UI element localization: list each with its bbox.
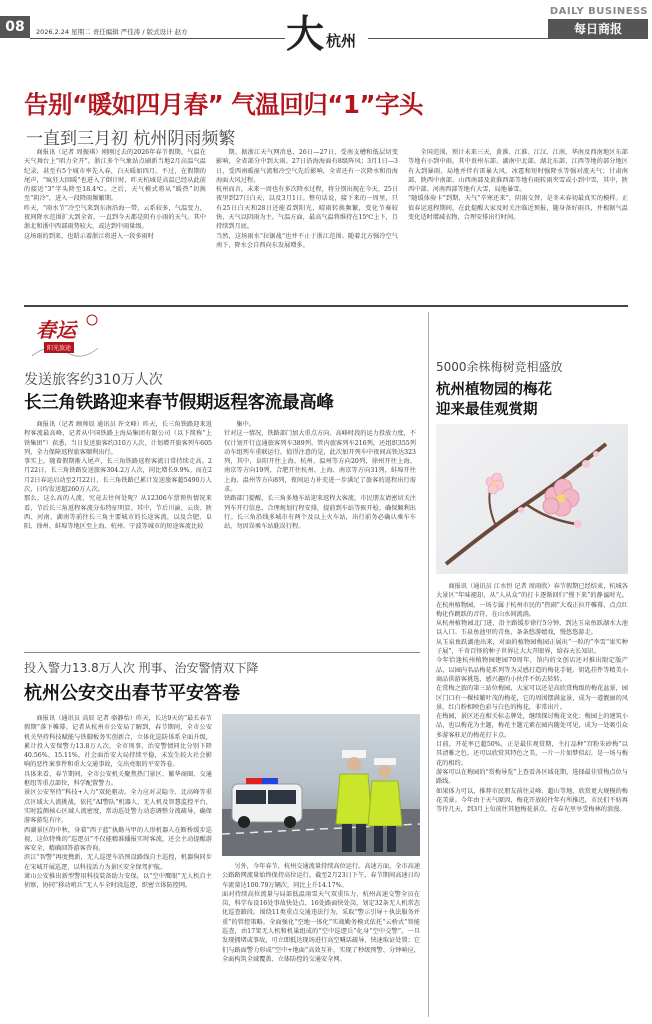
- chunyun-subtitle: 阳光旅途: [44, 342, 74, 353]
- story1-col2-text: 期。据浙江天气网消息，26日—27日，受南支槽和低层切变影响，全省部分中到大雨。27日沿海海面有8级阵风；3月1日—3日，受西南暖湿气流和冷空气先后影响，全省还有一次降水和沿海海面大风过程。 杭州而言，未来一周也有多次降水过程，将分别出现在今天、25日夜里到27日白天，以及3月1日。整句话说，接下来的一周里，只有25日白天和28日还能看到阳光，晴雨转换频繁，变化节奏较快，天气以阴雨为主。气温方面，最高气温将维持在15℃上下，且持续到月底。 当然，这场雨水“拉锯战”也并不止于浙江范围。随着北方强冷空气南下，降水会自西向东发展增多。: [216, 149, 398, 249]
- police-photo: [222, 714, 420, 856]
- chunyun-badge: [30, 312, 100, 358]
- divider-2: [24, 652, 420, 653]
- story2-kicker: 发送旅客约310万人次: [24, 372, 163, 388]
- story2-col1: [24, 420, 212, 652]
- section-big-char: 大: [286, 11, 325, 56]
- plum-blossom-icon: [436, 424, 628, 574]
- story1-col1-text: 商报讯（记者 周振琪）刚刚过去的2026年春节假期，气温在天气舞台上“唱力全开”。浙江多个气象站点刷新当地2月高温气温纪录，甚至有5个城市率先入春，白天暖如四月。不过，在假期的尾声，“疯狂大回暖”也进入了倒计时，昨天杭城是高温已经从此前的接近“3”字头降至18.4℃。之后，天气模式将从“暖热”切换至“阴冷”，进入一段降雨频繁期。 昨天，“雨水节”冷空气来到东南沿海一带，云系较多，气温变力，夜间降水范围扩大到全省，一直到今天都是阴有小雨的天气。其中浙北和浙中西部雨势较大，或达到中雨量级。 这场雨的到来，也昭示着浙江将进入一段多雨时: [24, 149, 206, 240]
- story4-col1-text: 商报讯（通讯员 高辰 记者 骆静怡）昨天，长达9天的“最长春节假期”落下帷幕。记者从杭州市公安局了解到，春节期间，全市公安机关坚持科技赋能与铁脚板务实创新合，立体化巡防体系全面升级，累计投入安保警力13.8万人次，全市刑事、治安警情同比分别下降40.56%、15.11%，社会面治安大局持续平稳，未发生较大社会影响的恶性案事件和重大交通事故，交出亮眼的平安答卷。 具体来看，春节期间，全市公安机关聚焦热门景区、繁华商圈、交通枢纽等重点部位，科学配置警力。 景区公安坚持“科技+人力”双轮驱动，全力应对灵隐寺、北高峰等重点区域大人流挑战，依托“AI警队”机器人、无人机及智慧监控平台，实时监测核心区域人流密度，常动巡处警力动态调整分流疏导，确保游客游览有序。 西湖景区的中秋，身着“西子蓝”执勤马甲的人形机器人在断桥缓步巡视，这位特殊的“巡逻员”不仅能精准播报实时客流，还会主动提醒游客安全，精确回答游客咨询。 滨江“智警”再度携新，无人巡逻车沿预设路线自主巡控，机器狗同步在宋城开展巡逻，以科技活力为景区安全保驾护航。 萧山公安推出新型警用科技装备助力安保，以“空中鹰眼”无人机自主侦察，协同“移动哨兵”无人车全时段巡逻，织密立体防控网。: [24, 715, 212, 890]
- story1-subhead: 一直到三月初 杭州阴雨频繁: [26, 129, 236, 149]
- page-number: 08: [0, 16, 30, 38]
- story2-col1-text: 商报讯（记者 顾帅辰 通讯员 许文峰）昨天，长三角铁路迎来返程客流最高峰，记者从中国铁路上海局集团有限公司（以下简称“上铁集团”）获悉，当日发送旅客约310万人次，计划增开旅客列车605列，全力保障返程旅客顺利出行。 事实上，随着假期渐入尾声，长三角铁路返程客流日常持续走高。2月22日，长三角铁路发送旅客304.2万人次，同比增长9.9%。而在2月2日春运启动至2月22日，长三角铁路已累计发送旅客超5490万人次，日均发送超260万人次。 那么，这么高的人流，究竟去往何处呢？从12306车票预售情况来看，节后长三角返程客流分布特征明显。其中，节后川渝、云贵、陕西、河南、湖南等前往长三角主要城市的长途客流，以及合肥、阜阳、徐州、蚌埠等地区至上海、杭州、宁波等城市的短途客流比较: [24, 421, 212, 531]
- masthead-rule-right: [368, 38, 548, 39]
- brand-en: DAILY BUSINESS: [549, 6, 648, 17]
- story4-col2-text: 另外，今年春节，杭州交通流量持续高位运行。高速方面，全市高速公路路网流量始终保持高位运行。截至2月23日下午，春节期间高速日均车流量达100.79万辆次，同比上升14.17%。 面对持续高位流量与局部低温雨雪天气双重压力，杭州高速交警全员在岗，科学布设16处事故快处点、16处路面快处岗，划定32条无人机常态化巡查路段。围绕11类重点交通违法行为，采取“警示引导＋执法服务并重”的管控策略。全面强化“空地一体化”实战勤务模式依托“云桥式”智能巡查，由17架无人机和机巢组成的“空中巡逻兵”化身“空中交警”，一旦发现拥堵或事故，可立即抵达现场进行高空喊话疏导、快速取证处置；它们与路面警力形成“空中+地面”高效互补，实现了秒级预警、分钟响应，全面构筑全域覆盖、立体防控的交通安全网。: [222, 863, 420, 963]
- story4-headline: 杭州公安交出春节平安答卷: [24, 683, 240, 704]
- brand-cn: 每日商报: [548, 19, 648, 39]
- date-line: 2026.2.24 星期二 责任编辑 严佳涛 / 版式设计 赵方: [36, 28, 188, 36]
- police-officer-icon: [222, 714, 420, 856]
- story2-headline: 长三角铁路迎来春节假期返程客流最高峰: [24, 393, 334, 413]
- story2-col2-text: 集中。 针对这一情况，铁路部门加大重点方向、高峰时段的运力投放力度，不仅计划开行直通旅客列车389列、管内旅客列车216列，还组织355列动车组列车重联运行。值得注意的是，此次加开列车中夜间高铁达323列，其中，阜阳开往上海、杭州、温州等方向20列，徐州开往上海、南京等方向19列，合肥开往杭州、上海、南京等方向31列，蚌埠开往上海、温州等方向8列，夜间运力补充进一步满足了旅客的返程出行需求。 铁路部门提醒，长三角多地车站迎来返程大客流，市民朋友请密切关注列车开行信息，合理规划行程安排，提前到车站等候开检，确保顺利出行。长三角沿线多城市有两个及以上火车站，出行前务必确认乘车车站，勿因误乘车站耽误行程。: [224, 421, 416, 531]
- story1-col1: [24, 148, 206, 298]
- story1-col3-text: 全国范围，预计未来三天，黄淮、江淮、江汉、江南、华南及西南地区东部等地有小到中雨，其中贵州东部、湖南中北部、湖北东部、江西等地的部分地区有大到暴雨，局地并伴有雷暴大风、冰雹和短时强降水等强对流天气；甘肃南部、陕西中南部、山西南部及黄淮西部等地有雨转雨夹雪或小到中雪，其中，陕西中部、河南西部等地有大雪，局地暴雪。 “随缓体验卡”到期，天气“辛寒还来”，阴雨交替，是冬末春初最真实的模样。正值春运返程期间，在此提醒大家及时关注临近预报，随身备好雨具，并根据气温变化适时增减衣物，合理安排出行时间。: [408, 149, 628, 222]
- section-name: 杭州: [326, 32, 357, 50]
- divider-1: [24, 305, 628, 307]
- story3-kicker: 5000余株梅树竞相盛放: [436, 360, 563, 374]
- story1-col2: [216, 148, 398, 298]
- story1-col3: [408, 148, 628, 298]
- story4-kicker: 投入警力13.8万人次 刑事、治安警情双下降: [24, 661, 259, 675]
- story3-headline-1: 杭州植物园的梅花: [436, 382, 552, 398]
- story3-headline-2: 迎来最佳观赏期: [436, 402, 538, 418]
- masthead: [0, 0, 652, 70]
- story2-col2: [224, 420, 416, 652]
- story4-col2: [222, 862, 420, 1017]
- story4-col1: [24, 714, 212, 1017]
- chunyun-title: 春运: [36, 318, 76, 342]
- story3-body-text: 商报讯（通讯员 江水恒 记者 周雨欣）春节假期已经结束，杭城各大景区“年味褪却，从“人从众”的打卡逐渐回归“慢下来”的静谧时光。在杭州植物园，一场专属于杭州市民的“热闹”大戏正拉开帷幕，点点红梅化作跳跃的音符，在山水间流淌。 从杭州植物园北门进，沿主路缓步徐行5分钟，到达玉泉鱼跃湖水大池以入口。玉泉鱼池里的青鱼，条条悠游嬉戏，慢悠悠游走。 从玉泉鱼跃湖池出来，对面的植物园梅园正展出“一粒的”李雪“果实种子展”，千奇百怪的种子世界让大大开眼界，给春天长知识。 今年恰逢杭州植物园建园70周年，馆内的文创店还对推出限定版产品，以园内名品梅花系列等为灵感打造的梅花手链、钥匙挂件等精美小商品供游客挑选，感兴趣的小伙伴不妨去转转。 在赏梅之旅的第三站位梅园，大家可以还是高欣赏梅级的梅花盆景，园区门口有一棵枝繁叶茂的梅花，它的周围摆满盆景，成为一道靓丽的风景，红白粉相映色彩与白色的梅花，非常出片。 在梅园，景区还在相关标志牌处，继续探讨梅花文化；梅园上的建筑小品，也以梅花为主题，梅花主题元素在园内随处可见，成为一处吸引众多游客驻足的梅花打卡点。 目前，开花率已超50%，正是最佳观赏期，主打品种“宫粉朱砂梅”以其清雅之色，还可以欣赏其特色之美，一片一片如梦似幻，是一场与梅花的相约。 游客可以在梅园的“赏梅导览”上查看各区域花期，选择最佳赏梅点位与路线。 如果体力可以，推荐市民朋友前往灵峰、超山等地，欣赏更大规模的梅花美景。今年由于天气原因，梅花开放较往年有所推迟，市民们不妨再等待几天，到3月上旬前往其他梅花景点，在春光里享受梅林的浪漫。: [436, 583, 628, 814]
- masthead-rule: [30, 38, 285, 39]
- plum-blossom-photo: [436, 424, 628, 574]
- divider-vertical: [428, 312, 429, 1017]
- story3-body: [436, 582, 628, 1017]
- story1-headline: 告别“暖如四月春” 气温回归“1”字头: [24, 90, 423, 119]
